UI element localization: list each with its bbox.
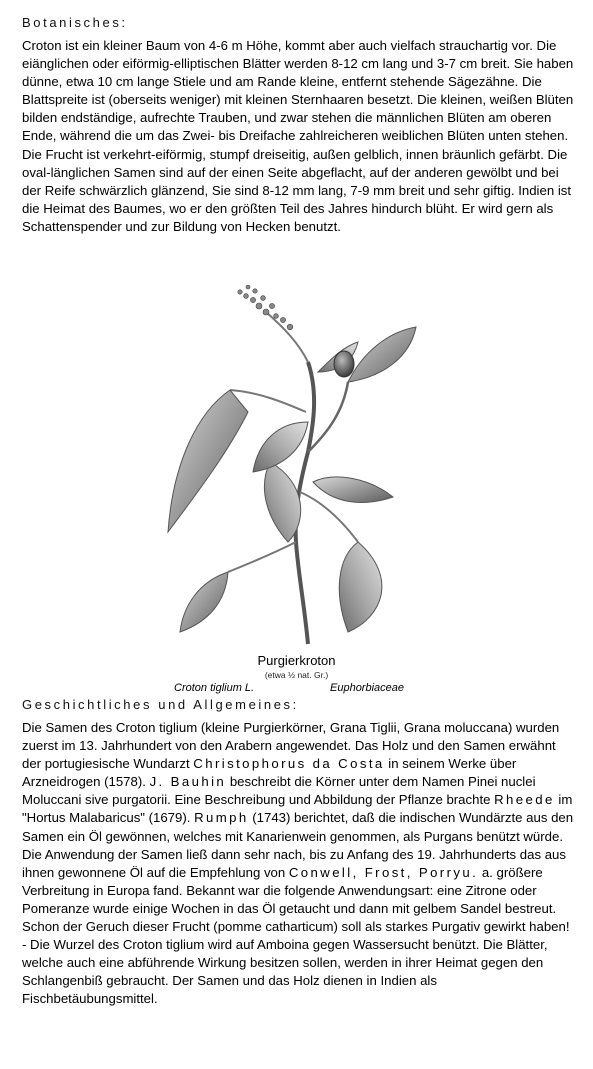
- botanik-paragraph: Croton ist ein kleiner Baum von 4-6 m Höhe, kommt aber auch vielfach strauchartig vor. Die eiänglichen oder eiförmig-elliptischen Blätter werden 8-12 cm lang und 3-7 cm breit. Sie haben dünne, etwa 10 cm lange Stiele und am Rande kleine, entfernt stehende Sägezähne. Die Blattspreite ist (oberseits weniger) mit kleinen Sternhaaren besetzt. Die kleinen, weißen Blüten bilden endständige, aufrechte Trauben, und zwar stehen die männlichen Blüten am oberen Ende, während die um das Zwei- bis Dreifache zahlreicheren weiblichen Blüten unten stehen. Die Frucht ist verkehrt-eiförmig, stumpf dreiseitig, außen gelblich, innen bräunlich gefärbt. Die oval-länglichen Samen sind auf der einen Seite abgeflacht, auf der anderen gewölbt und bei der Reife schwärzlich glänzend, Sie sind 8-12 mm lang, 7-9 mm breit und sehr giftig. Indien ist die Heimat des Baumes, wo er den größten Teil des Jahres hindurch blüht. Er wird gern als Schattenspender und zur Bildung von Hecken benutzt.: [22, 38, 574, 234]
- person-name: Conwell, Frost, Porryu.: [288, 864, 479, 880]
- plant-illustration: [158, 272, 430, 650]
- section-heading-geschichte: Geschichtliches und Allgemeines:: [22, 697, 299, 712]
- person-name: Rheede: [494, 792, 555, 808]
- figure-scale: (etwa ½ nat. Gr.): [264, 670, 329, 680]
- figure-title: Purgierkroton: [257, 653, 336, 668]
- figure-species: Croton tiglium L.: [174, 682, 255, 694]
- section-heading-botanik: Botanisches:: [22, 15, 128, 30]
- person-name: Christophorus da Costa: [193, 756, 385, 772]
- person-name: Rumph: [194, 810, 249, 826]
- croton-plant-drawing: [158, 272, 430, 650]
- figure-family: Euphorbiaceae: [330, 682, 405, 694]
- person-name: J. Bauhin: [149, 774, 227, 790]
- geschichte-paragraph: Die Samen des Croton tiglium (kleine Purgierkörner, Grana Tiglii, Grana moluccana) wurden zuerst im 13. Jahrhundert von den Arabern angewendet. Das Holz und den Samen erwähnt der portugiesische Wundarzt Christophorus da Costa in seinem Werke über Arzneidrogen (1578). J. Bauhin beschreibt die Körner unter dem Namen Pinei nuclei Moluccani sive purgatorii. Eine Beschreibung und Abbildung der Pflanze brachte Rheede im "Hortus Malabaricus" (1679). Rumph (1743) berichtet, daß die indischen Wundärzte aus den Samen ein Öl gewönnen, welches mit Kanarienwein genommen, als Purgans benützt würde. Die Anwendung der Samen ließ dann sehr nach, bis zu Anfang des 19. Jahrhunderts das aus ihnen gewonnene Öl auf die Empfehlung von Conwell, Frost, Porryu. a. größere Verbreitung in Europa fand. Bekannt war die folgende Anwendungsart: eine Zitrone oder Pomeranze wurde einige Wochen in das Öl getaucht und dann mit gelbem Sandel bestreut. Schon der Geruch dieser Frucht (pomme catharticum) soll als starkes Purgativ gewirkt haben! - Die Wurzel des Croton tiglium wird auf Amboina gegen Wassersucht benützt. Die Blätter, welche auch eine abführende Wirkung besitzen sollen, werden in ihrer Heimat gegen den Schlangenbiß gebraucht. Der Samen und das Holz dienen in Indien als Fischbetäubungsmittel.: [22, 720, 574, 1007]
